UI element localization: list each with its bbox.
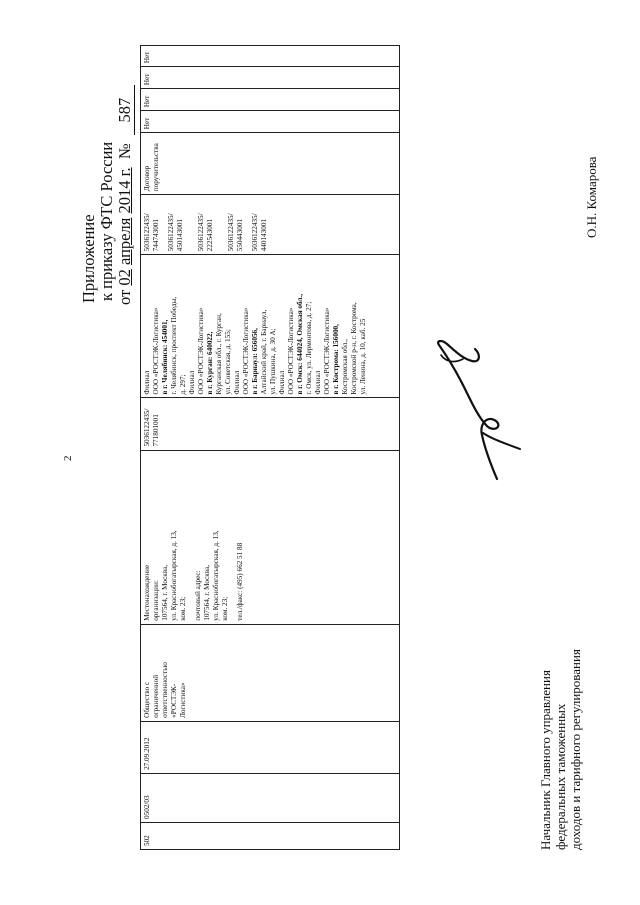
inclusion-date-cell: 27.09.2012 [141, 721, 400, 773]
branch-item: Филиал ООО «РОСТЭК-Логистика» в г. Челябинск: 454001, г. Челябинск, проспект Победы, д. 297; [143, 296, 187, 395]
signatory-name: О.Н. Комарова [584, 156, 599, 238]
branches-cell [141, 255, 400, 398]
handwritten-signature [425, 335, 530, 485]
inn-kpp-cell: 5036122435/ 771801001 [141, 398, 400, 450]
flag-cell: Нет [141, 111, 400, 133]
header-date-month: апреля [115, 217, 134, 265]
header-date-day: 02 [115, 269, 134, 286]
organization-address-cell: Местонахождение организации: 107564, г. Москва, ул. Краснобогатырская, д. 13, ком. 23; почтовый адрес: 107564, г. Москва, ул. Краснобогатырская, д. 13, ком. 23; тел./факс: (495) 662 51 88 [141, 450, 400, 624]
header-appendix: Приложение [79, 214, 98, 303]
guarantee-cell: Договор поручительства [141, 133, 400, 195]
header-from: от [115, 285, 134, 305]
flag-cell: Нет [141, 67, 400, 89]
header-number-value: 587 [116, 85, 135, 135]
order-header [80, 55, 135, 305]
organization-name-cell: Общество с ограниченной ответственностью «РОСТЭК- Логистика» [141, 624, 400, 721]
registry-number-cell: 0502/03 [141, 773, 400, 822]
branch-inn-kpp-cell: 5036122435/ 744743001 5036122435/ 450143001 5036122435/ 222543001 5036122435/ 550443001 5036122435/ 440143001 [141, 195, 400, 255]
header-number-sign: № [115, 143, 134, 160]
header-year-suffix: г. [115, 167, 134, 181]
branch-item: Филиал ООО «РОСТЭК-Логистика» в г. Курган: 640022, Курганская обл., г. Курган, ул. Советская, д. 155; [188, 307, 232, 395]
branch-item: Филиал ООО «РОСТЭК-Логистика» в г. Омск: 644024, Омская обл., г. Омск, ул. Лермонтова, д. 27; [278, 293, 313, 395]
row-number-cell: 502 [141, 822, 400, 849]
header-date-year: 2014 [115, 180, 134, 214]
flag-cell: Нет [141, 89, 400, 111]
flag-cell: Нет [141, 46, 400, 67]
table-row [141, 46, 400, 850]
register-table [140, 45, 400, 850]
header-date-number [116, 55, 135, 305]
signatory-title: Начальник Главного управления федеральных таможенных доходов и тарифного регулирования [538, 649, 583, 850]
header-order-ref: к приказу ФТС России [97, 141, 116, 301]
branch-item: Филиал ООО «РОСТЭК-Логистика» в г. Кострома: 156000, Костромская обл., Костромской р-н, г. Кострома, ул. Ленина, д. 10, каб. 25 [314, 302, 367, 395]
branch-item: Филиал ООО «РОСТЭК-Логистика» в г. Барнаул: 656056, Алтайский край, г. Барнаул, ул. Пушкина, д. 30 А; [233, 307, 277, 395]
page-number: 2 [62, 455, 74, 461]
